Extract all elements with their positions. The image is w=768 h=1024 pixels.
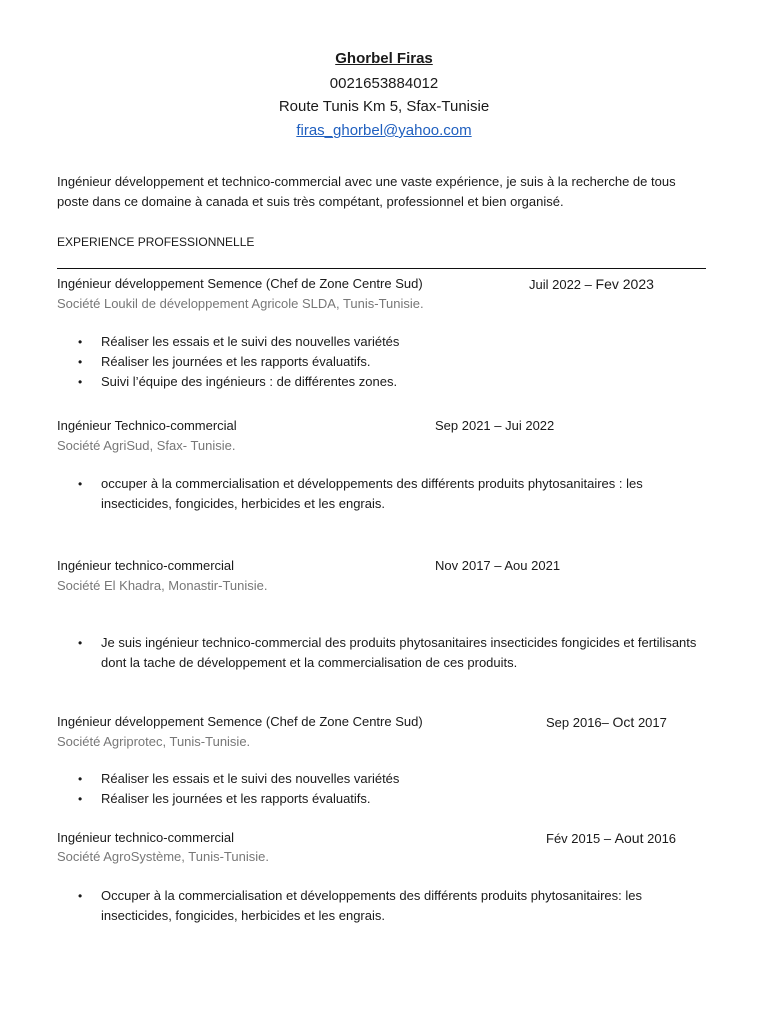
company-name: Société Loukil de développement Agricole SLDA, Tunis-Tunisie. [57,296,424,311]
list-item: • Réaliser les essais et le suivi des nouvelles variétés [57,332,399,352]
job-date-end: Oct [612,714,635,730]
job-date-end: Aout [614,830,644,846]
job-date [546,830,676,846]
job-date-end: Fev 2023 [595,276,654,292]
job-date-year: 2017 [637,715,667,730]
job-title: Ingénieur Technico-commercial [57,418,237,433]
job-bullets [57,886,707,926]
address: Route Tunis Km 5, Sfax-Tunisie [278,98,490,115]
company-name: Société El Khadra, Monastir-Tunisie. [57,578,268,593]
company-name: Société AgriSud, Sfax- Tunisie. [57,438,236,453]
job-date: Nov 2017 – Aou 2021 [435,558,561,573]
list-item: • Réaliser les essais et le suivi des nouvelles variétés [57,769,399,789]
job-date: Sep 2021 – Jui 2022 [435,418,555,433]
list-item: • Réaliser les journées et les rapports évaluatifs. [57,352,399,372]
job-date [546,714,667,730]
job-bullets [57,332,399,392]
section-divider [57,268,706,269]
phone-number: 0021653884012 [329,75,439,92]
job-date-start: Sep 2016– [546,715,609,730]
job-title: Ingénieur technico-commercial [57,830,235,845]
candidate-name: Ghorbel Firas [335,50,433,67]
list-item: • occuper à la commercialisation et développements des différents produits phytosanitaires : les insecticides, fongicides, herbicides et les engrais. [57,474,707,514]
list-item: • Occuper à la commercialisation et développements des différents produits phytosanitaires: les insecticides, fongicides, herbicides et les engrais. [57,886,707,926]
job-date [529,276,654,292]
job-date-start: Juil 2022 – [529,277,592,292]
job-bullets [57,633,707,673]
job-date-year: 2016 [647,831,677,846]
job-bullets [57,474,707,514]
job-date-start: Fév 2015 – [546,831,612,846]
list-item: • Réaliser les journées et les rapports évaluatifs. [57,789,399,809]
list-item: • Je suis ingénieur technico-commercial des produits phytosanitaires insecticides fongicides et fertilisants dont la tache de développement et la commercialisation de ces produits. [57,633,707,673]
profile-summary: Ingénieur développement et technico-commercial avec une vaste expérience, je suis à la recherche de tous poste dans ce domaine à canada et suis très compétant, professionnel et bien organisé. [57,174,676,209]
job-title: Ingénieur technico-commercial [57,558,235,573]
company-name: Société AgroSystème, Tunis-Tunisie. [57,849,269,864]
company-name: Société Agriprotec, Tunis-Tunisie. [57,734,251,749]
section-title: EXPERIENCE PROFESSIONNELLE [57,235,255,249]
list-item: • Suivi l’équipe des ingénieurs : de différentes zones. [57,372,399,392]
email-link[interactable]: firas_ghorbel@yahoo.com [296,122,472,139]
job-bullets [57,769,399,809]
job-title: Ingénieur développement Semence (Chef de Zone Centre Sud) [57,714,423,729]
job-title: Ingénieur développement Semence (Chef de Zone Centre Sud) [57,276,423,291]
